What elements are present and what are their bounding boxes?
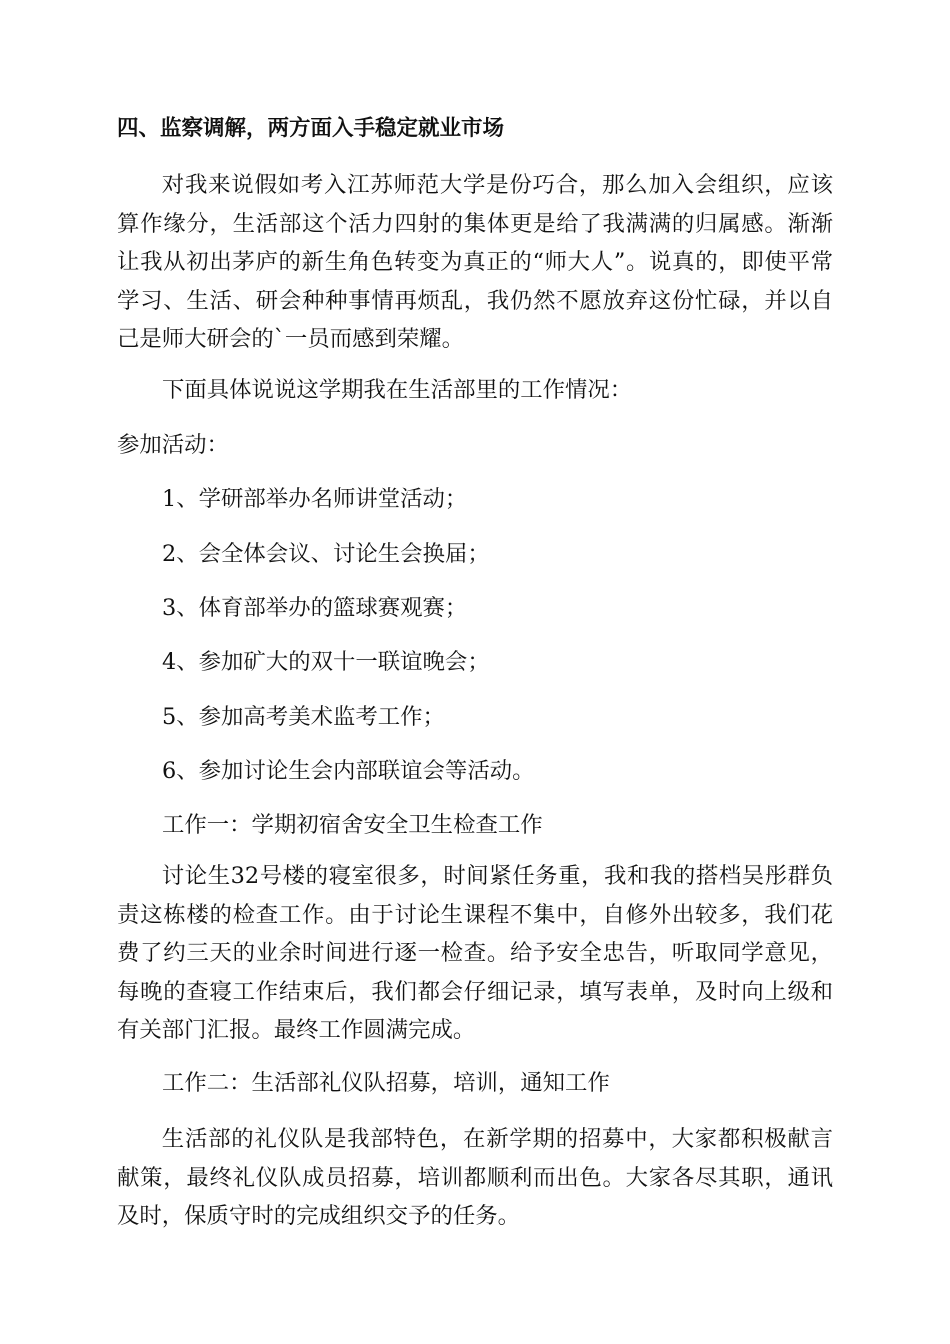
work2-title: 工作二：生活部礼仪队招募，培训，通知工作 <box>162 1070 610 1096</box>
activity-item: 5、参加高考美术监考工作； <box>162 704 445 730</box>
work1-title: 工作一：学期初宿舍安全卫生检查工作 <box>162 812 543 838</box>
activity-item: 2、会全体会议、讨论生会换届； <box>162 541 490 567</box>
section-heading: 四、监察调解，两方面入手稳定就业市场 <box>117 116 505 141</box>
intro-paragraph: 对我来说假如考入江苏师范大学是份巧合，那么加入会组织，应该算作缘分，生活部这个活力四射的集体更是给了我满满的归属感。渐渐让我从初出茅庐的新生角色转变为真正的“师大人”。说真的，即使平常学习、生活、研会种种事情再烦乱，我仍然不愿放弃这份忙碌，并以自己是师大研会的`一员而感到荣耀。 <box>117 172 833 352</box>
work2-body: 生活部的礼仪队是我部特色，在新学期的招募中，大家都积极献言献策，最终礼仪队成员招募，培训都顺利而出色。大家各尽其职，通讯及时，保质守时的完成组织交予的任务。 <box>117 1126 833 1229</box>
activity-item: 6、参加讨论生会内部联谊会等活动。 <box>162 758 535 784</box>
activity-item: 3、体育部举办的篮球赛观赛； <box>162 595 468 621</box>
work1-body: 讨论生32号楼的寝室很多，时间紧任务重，我和我的搭档吴彤群负责这栋楼的检查工作。由于讨论生课程不集中，自修外出较多，我们花费了约三天的业余时间进行逐一检查。给予安全忠告，听取同学意见，每晚的查寝工作结束后，我们都会仔细记录，填写表单，及时向上级和有关部门汇报。最终工作圆满完成。 <box>117 863 833 1043</box>
activity-item: 4、参加矿大的双十一联谊晚会； <box>162 649 490 675</box>
activity-item: 1、学研部举办名师讲堂活动； <box>162 486 468 512</box>
work-intro-line: 下面具体说说这学期我在生活部里的工作情况： <box>162 377 633 403</box>
activities-label: 参加活动： <box>117 432 229 458</box>
